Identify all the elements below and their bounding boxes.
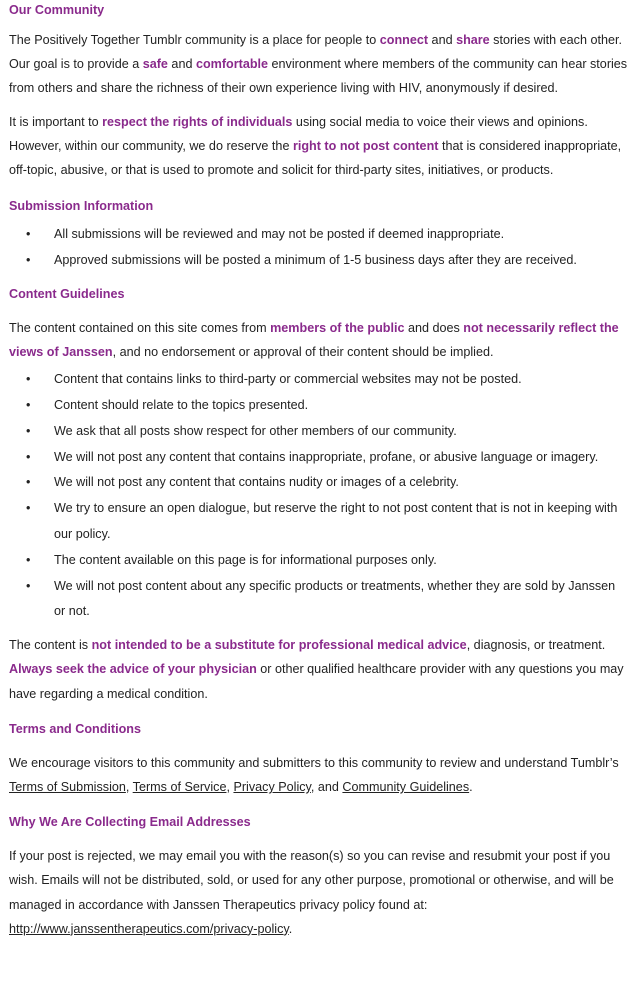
content-guidelines-list	[9, 367, 628, 625]
list-item: • We will not post any content that contains inappropriate, profane, or abusive language or imagery.	[9, 445, 628, 471]
highlighted-phrase: Always seek the advice of your physician	[9, 662, 257, 677]
highlighted-phrase: respect the rights of individuals	[102, 114, 293, 129]
highlighted-phrase: members of the public	[270, 320, 405, 335]
paragraph-content-guidelines-intro: The content contained on this site comes from members of the public and does not necessarily reflect the views of Janssen, and no endorsement or approval of their content should be implied.	[9, 320, 619, 360]
paragraph-respect-rights: It is important to respect the rights of individuals using social media to voice their views and opinions. However, within our community, we do reserve the right to not post content that is considered inappropriate, off-topic, abusive, or that is used to promote and solicit for third-party sites, initiatives, or products.	[9, 114, 622, 178]
terms-of-service-link[interactable]: Terms of Service	[132, 780, 227, 794]
list-item: • Content should relate to the topics presented.	[9, 393, 628, 419]
heading-submission-information: Submission Information	[9, 199, 154, 214]
list-item: • We will not post content about any specific products or treatments, whether they are sold by Janssen or not.	[9, 574, 628, 626]
highlighted-phrase: connect	[379, 33, 429, 47]
list-item: • All submissions will be reviewed and may not be posted if deemed inappropriate.	[9, 222, 628, 248]
heading-terms-and-conditions: Terms and Conditions	[9, 721, 142, 736]
list-item: • We try to ensure an open dialogue, but reserve the right to not post content that is not in keeping with our policy.	[9, 496, 628, 548]
paragraph-email: If your post is rejected, we may email you with the reason(s) so you can revise and resubmit your post if you wish. Emails will not be distributed, sold, or used for any other purpose, promotional or otherwise, and will be managed in accordance with Janssen Therapeutics privacy policy found at: http://www.janssentherapeutics.com/privacy-policy.	[9, 849, 614, 936]
community-guidelines-link[interactable]: Community Guidelines	[342, 780, 470, 794]
privacy-policy-link[interactable]: Privacy Policy	[233, 780, 311, 794]
heading-email-addresses: Why We Are Collecting Email Addresses	[9, 815, 251, 830]
paragraph-our-community-intro: The Positively Together Tumblr community is a place for people to connect and share stories with each other. Our goal is to provide a safe and comfortable environment where members of the community can hear stories from others and share the richness of their own experience living with HIV, anonymously if desired.	[9, 33, 628, 96]
list-item: • We will not post any content that contains nudity or images of a celebrity.	[9, 470, 628, 496]
http-www-janssentherapeutics-com-privacy-link[interactable]: http://www.janssentherapeutics.com/privacy-policy	[9, 921, 289, 936]
list-item: • Content that contains links to third-party or commercial websites may not be posted.	[9, 367, 628, 393]
paragraph-medical-advice: The content is not intended to be a substitute for professional medical advice, diagnosis, or treatment. Always seek the advice of your physician or other qualified healthcare provider with any questions you may have regarding a medical condition.	[9, 638, 624, 701]
submission-info-list	[9, 222, 628, 274]
heading-content-guidelines: Content Guidelines	[9, 286, 125, 301]
list-item: • Approved submissions will be posted a minimum of 1-5 business days after they are received.	[9, 248, 628, 274]
highlighted-phrase: comfortable	[195, 57, 269, 72]
highlighted-phrase: share	[456, 33, 490, 47]
paragraph-terms: We encourage visitors to this community and submitters to this community to review and understand Tumblr’s Terms of Submission, Terms of Service, Privacy Policy, and Community Guidelines.	[9, 755, 619, 794]
list-item: • We ask that all posts show respect for other members of our community.	[9, 419, 628, 445]
highlighted-phrase: safe	[142, 57, 168, 72]
highlighted-phrase: not intended to be a substitute for professional medical advice	[91, 638, 467, 653]
heading-our-community: Our Community	[9, 3, 105, 17]
highlighted-phrase: right to not post content	[292, 138, 439, 153]
list-item: • The content available on this page is for informational purposes only.	[9, 548, 628, 574]
terms-of-submission-link[interactable]: Terms of Submission	[9, 780, 126, 794]
highlighted-phrase: not necessarily reflect the views of Janssen	[9, 320, 619, 360]
